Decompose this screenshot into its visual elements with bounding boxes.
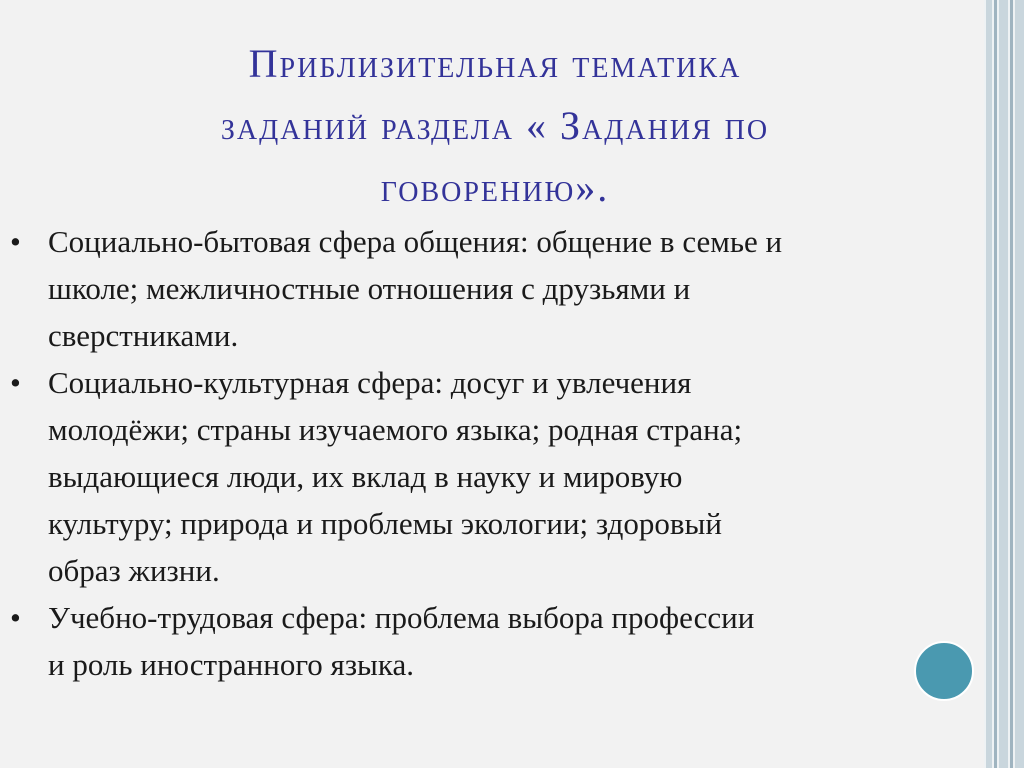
slide-title-line: Приблизительная тематика: [248, 40, 742, 86]
bullet-icon: •: [10, 600, 21, 635]
topic-list: [0, 218, 1000, 688]
bullet-icon: •: [10, 365, 21, 400]
slide-title-line: говорению».: [380, 164, 610, 210]
topic-item-social-domestic: [0, 218, 1000, 359]
topic-line: выдающиеся люди, их вклад в науку и мировую: [48, 459, 683, 494]
decorative-circle: [914, 641, 974, 701]
topic-line: сверстниками.: [48, 318, 239, 353]
topic-line: Социально-бытовая сфера общения: общение в семье и: [48, 224, 783, 259]
topic-line: культуру; природа и проблемы экологии; здоровый: [48, 506, 722, 541]
topic-item-social-cultural: [0, 359, 1000, 594]
topic-line: школе; межличностные отношения с друзьями и: [48, 271, 691, 306]
topic-item-educational-labor: [0, 594, 1000, 688]
slide-title: [40, 33, 950, 219]
bullet-icon: •: [10, 224, 21, 259]
slide-title-line: заданий раздела « Задания по: [220, 102, 770, 148]
topic-line: образ жизни.: [48, 553, 220, 588]
topic-line: и роль иностранного языка.: [48, 647, 414, 682]
topic-line: Социально-культурная сфера: досуг и увлечения: [48, 365, 692, 400]
topic-line: молодёжи; страны изучаемого языка; родная страна;: [48, 412, 743, 447]
topic-line: Учебно-трудовая сфера: проблема выбора профессии: [48, 600, 755, 635]
